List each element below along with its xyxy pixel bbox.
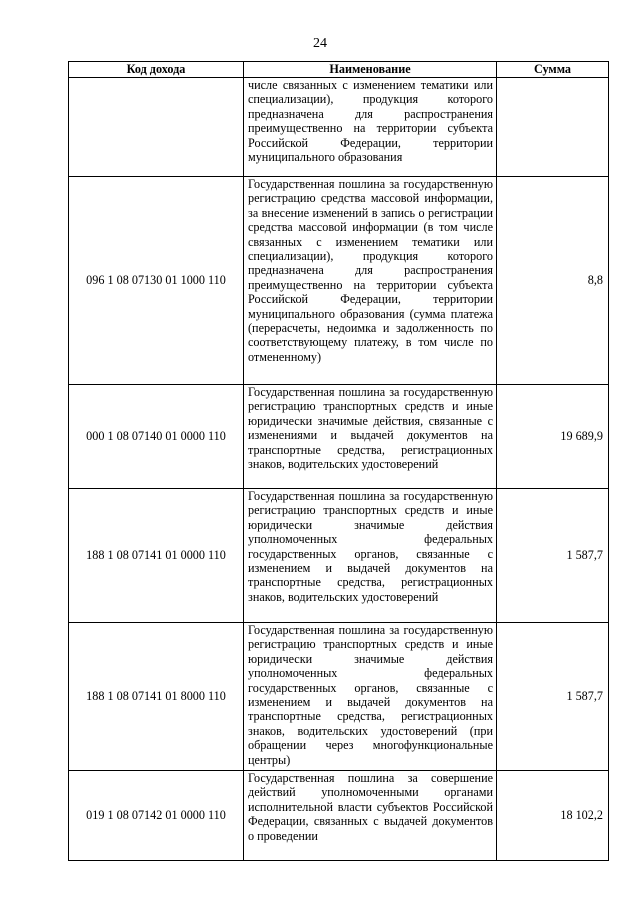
revenue-amount: 1 587,7 xyxy=(497,489,609,623)
revenue-code: 096 1 08 07130 01 1000 110 xyxy=(69,177,244,385)
revenue-amount: 1 587,7 xyxy=(497,623,609,771)
table-row xyxy=(69,177,609,385)
revenue-code xyxy=(69,78,244,177)
revenue-code: 019 1 08 07142 01 0000 110 xyxy=(69,771,244,861)
revenue-code: 188 1 08 07141 01 8000 110 xyxy=(69,623,244,771)
table-row xyxy=(69,623,609,771)
table-row xyxy=(69,489,609,623)
revenue-table xyxy=(68,61,609,861)
revenue-amount: 8,8 xyxy=(497,177,609,385)
page-number: 24 xyxy=(313,36,327,51)
revenue-amount xyxy=(497,78,609,177)
revenue-name: числе связанных с изменением тематики или специализации), продукция которого предназначена для распространения преимущественно на территории субъекта Российской Федерации, территории муниципального образования xyxy=(244,78,497,177)
table-row xyxy=(69,771,609,861)
header-name: Наименование xyxy=(244,62,497,78)
revenue-name: Государственная пошлина за государственную регистрацию транспортных средств и иные юридически значимые действия, связанные с изменениями и выдачей документов на транспортные средства, регистрационных знаков, водительских удостоверений xyxy=(244,385,497,489)
header-code: Код дохода xyxy=(69,62,244,78)
revenue-name: Государственная пошлина за совершение действий уполномоченными органами исполнительной власти субъектов Российской Федерации, связанных с выдачей документов о проведении xyxy=(244,771,497,861)
revenue-amount: 18 102,2 xyxy=(497,771,609,861)
revenue-code: 000 1 08 07140 01 0000 110 xyxy=(69,385,244,489)
table-header-row xyxy=(69,62,609,78)
revenue-code: 188 1 08 07141 01 0000 110 xyxy=(69,489,244,623)
table-row xyxy=(69,385,609,489)
header-amount: Сумма xyxy=(497,62,609,78)
revenue-amount: 19 689,9 xyxy=(497,385,609,489)
table-row xyxy=(69,78,609,177)
revenue-name: Государственная пошлина за государственную регистрацию средства массовой информации, за внесение изменений в запись о регистрации средства массовой информации (в том числе связанных с изменением тематики или специализации), продукция которого предназначена для распространения преимущественно на территории субъекта Российской Федерации, территории муниципального образования (сумма платежа (перерасчеты, недоимка и задолженность по соответствующему платежу, в том числе по отмененному) xyxy=(244,177,497,385)
revenue-name: Государственная пошлина за государственную регистрацию транспортных средств и иные юридически значимые действия уполномоченных федеральных государственных органов, связанные с изменением и выдачей документов на транспортные средства, регистрационных знаков, водительских удостоверений xyxy=(244,489,497,623)
revenue-name: Государственная пошлина за государственную регистрацию транспортных средств и иные юридически значимые действия уполномоченных федеральных государственных органов, связанные с изменением и выдачей документов на транспортные средства, регистрационных знаков, водительских удостоверений (при обращении через многофункциональные центры) xyxy=(244,623,497,771)
